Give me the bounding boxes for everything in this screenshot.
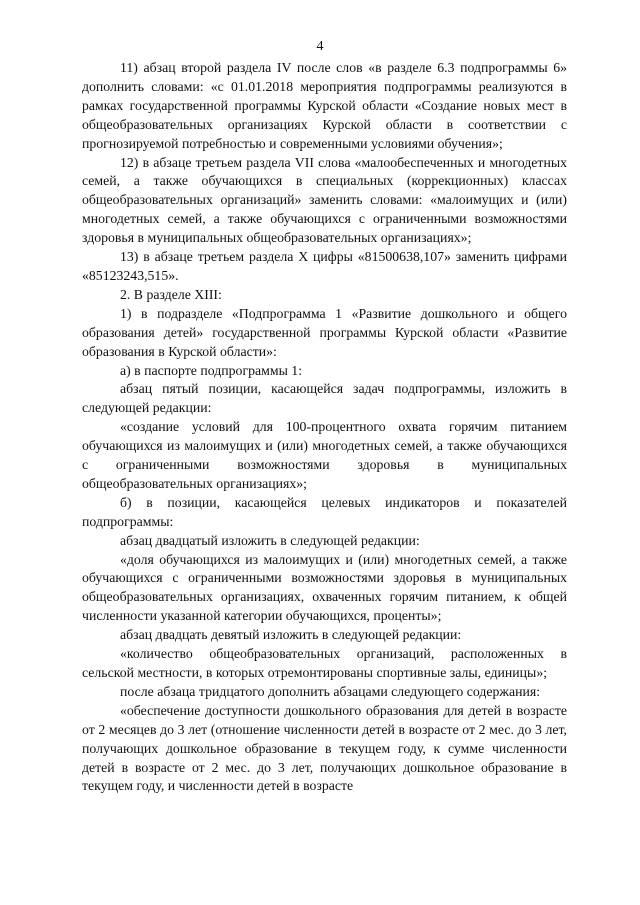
paragraph-twenty-ninth-intro: абзац двадцать девятый изложить в следующей редакции:	[120, 627, 462, 643]
paragraph-fifth-text: «создание условий для 100-процентного охвата горячим питанием обучающихся из малоимущих и (или) многодетных семей, а также обучающихся с ограниченными возможностями здоровья в муниципальных общеобразовательных организациях»;	[82, 419, 567, 491]
paragraph-twentieth-intro: абзац двадцатый изложить в следующей редакции:	[120, 532, 420, 548]
paragraph-item-11: 11) абзац второй раздела IV после слов «в разделе 6.3 подпрограммы 6» дополнить словами: «с 01.01.2018 мероприятия подпрограммы реализуются в рамках государственной программы Курской области «Создание новых мест в общеобразовательных организациях Курской области в соответствии с прогнозируемой потребностью и современными условиями обучения»;	[82, 60, 567, 151]
paragraph-twenty-ninth-text: «количество общеобразовательных организаций, расположенных в сельской местности, в которых отремонтированы спортивные залы, единицы»;	[82, 646, 567, 680]
paragraph-thirtieth-intro: после абзаца тридцатого дополнить абзацами следующего содержания:	[120, 683, 541, 699]
section-xiii-heading: 2. В разделе XIII:	[120, 286, 222, 302]
paragraph-fifth-intro: абзац пятый позиции, касающейся задач подпрограммы, изложить в следующей редакции:	[82, 381, 567, 416]
paragraph-item-12: 12) в абзаце третьем раздела VII слова «малообеспеченных и многодетных семей, а также обучающихся в специальных (коррекционных) классах общеобразовательных организаций» заменить словами: «малоимущих и (или) многодетных семей, а также обучающихся с ограниченными возможностями здоровья в муниципальных общеобразовательных организациях»;	[82, 154, 567, 246]
paragraph-twentieth-text: «доля обучающихся из малоимущих и (или) многодетных семей, а также обучающихся с ограниченными возможностями здоровья в муниципальных общеобразовательных организациях, охваченных горячим питанием, к общей численности указанной категории обучающихся, проценты»;	[82, 551, 567, 624]
indicators-heading: б) в позиции, касающейся целевых индикаторов и показателей подпрограммы:	[82, 494, 567, 529]
subsection-1-intro: 1) в подразделе «Подпрограмма 1 «Развитие дошкольного и общего образования детей» государственной программы Курской области «Развитие образования в Курской области»:	[82, 305, 567, 359]
document-body	[82, 59, 567, 796]
passport-heading: а) в паспорте подпрограммы 1:	[120, 362, 303, 378]
page-number: 4	[316, 39, 324, 54]
paragraph-new-content: «обеспечение доступности дошкольного образования для детей в возрасте от 2 месяцев до 3 лет (отношение численности детей в возрасте от 2 мес. до 3 лет, получающих дошкольное образование в текущем году, к сумме численности детей в возрасте от 2 мес. до 3 лет, получающих дошкольное образование в текущем году, и численности детей в возрасте	[82, 702, 567, 794]
paragraph-item-13: 13) в абзаце третьем раздела X цифры «81500638,107» заменить цифрами «85123243,515».	[82, 249, 567, 283]
